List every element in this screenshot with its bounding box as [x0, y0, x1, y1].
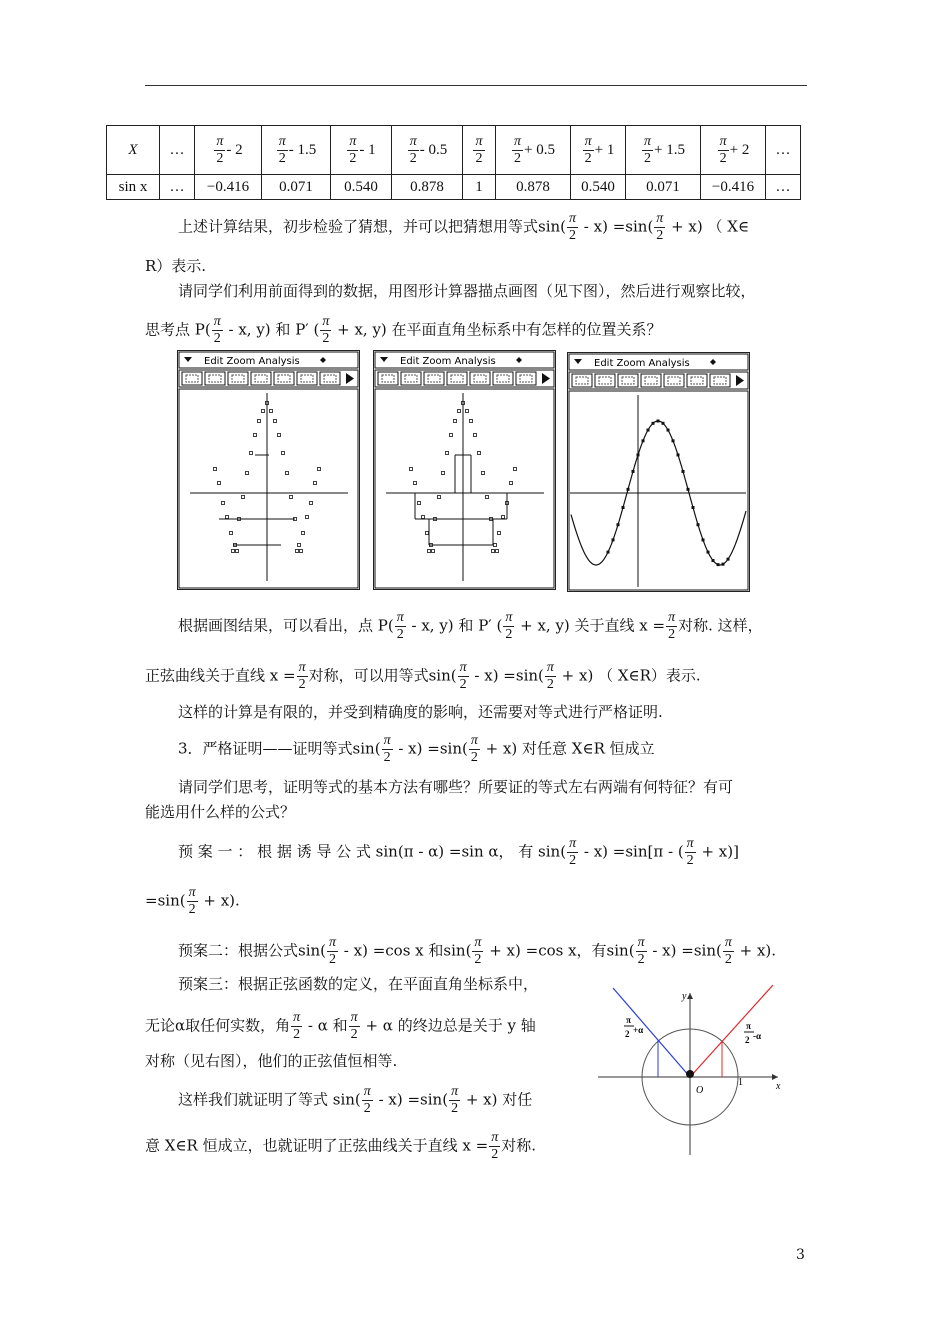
toolbar-icon [493, 372, 513, 385]
paragraph-6-cont: 能选用什么样的公式？ [145, 803, 296, 821]
paragraph-9: 预案三：根据正弦函数的定义，在平面直角坐标系中， [178, 975, 539, 993]
plot-point [657, 420, 660, 423]
calculator-screen-1 [177, 350, 360, 590]
table-cell: $\frac{\pi}{2}$ + 1.5 [626, 126, 701, 175]
plot-point [612, 538, 615, 541]
table-cell: 1 [463, 175, 496, 200]
table-cell: 0.540 [571, 175, 626, 200]
right-angle-op: -α [753, 1031, 762, 1041]
toolbar-icon [205, 372, 225, 385]
toolbar-icon [297, 372, 317, 385]
plot-point [622, 506, 625, 509]
plot-point [692, 506, 695, 509]
table-cell: … [766, 175, 801, 200]
paragraph-1: 上述计算结果，初步检验了猜想，并可以把猜想用等式sin( $\frac{\pi}{2}$ - x) =sin( $\frac{\pi}{2}$ + x) （ X∈ [178, 211, 750, 243]
calculator-screen-3 [567, 352, 750, 592]
toolbar-icon [595, 374, 615, 387]
plot-point [697, 523, 700, 526]
plot-point [617, 523, 620, 526]
toolbar-icon [274, 372, 294, 385]
table-cell: 0.878 [496, 175, 571, 200]
paragraph-5: 3．严格证明——证明等式sin( $\frac{\pi}{2}$ - x) =sin( $\frac{\pi}{2}$ + x) 对任意 X∈R 恒成立 [178, 733, 655, 765]
table-cell: 0.540 [331, 175, 392, 200]
paragraph-6: 请同学们思考，证明等式的基本方法有哪些？所要证的等式左右两端有何特征？有可 [178, 778, 734, 796]
x-label: x [776, 1081, 781, 1092]
table-cell: $\frac{\pi}{2}$ - 1 [331, 126, 392, 175]
calculator-screen-2 [373, 350, 556, 590]
plot-point [662, 422, 665, 425]
table-cell: $\frac{\pi}{2}$ + 2 [701, 126, 766, 175]
plot-point [712, 559, 715, 562]
plot-point [632, 470, 635, 473]
paragraph-9-cont: 无论α取任何实数，角 $\frac{\pi}{2}$ - α 和 $\frac{\pi}{2}$ + α 的终边总是关于 y 轴 [145, 1010, 536, 1042]
plot-area [179, 389, 358, 588]
plot-point [707, 551, 710, 554]
right-angle-den: 2 [745, 1035, 750, 1045]
paragraph-10: 这样我们就证明了等式 sin( $\frac{\pi}{2}$ - x) =sin( $\frac{\pi}{2}$ + x) 对任 [178, 1084, 533, 1116]
table-cell: $\frac{\pi}{2}$ - 2 [195, 126, 262, 175]
table-cell: −0.416 [195, 175, 262, 200]
plot-point [682, 470, 685, 473]
toolbar-icon [182, 372, 202, 385]
toolbar-icon [320, 372, 340, 385]
y-label: y [682, 991, 687, 1002]
table-cell: $\frac{\pi}{2}$ + 0.5 [496, 126, 571, 175]
table-cell: X [107, 126, 160, 175]
menu-label: Edit Zoom Analysis [400, 356, 496, 367]
plot-area [375, 389, 554, 588]
table-cell: 0.071 [262, 175, 331, 200]
table-cell: … [160, 126, 195, 175]
table-cell: −0.416 [701, 175, 766, 200]
toolbar-icon [228, 372, 248, 385]
paragraph-2-cont: 思考点 P( $\frac{\pi}{2}$ - x, y) 和 P′ ( $\frac{\pi}{2}$ + x, y) 在平面直角坐标系中有怎样的位置关系？ [145, 314, 662, 346]
unit-circle-figure [598, 985, 788, 1157]
table-cell: 0.878 [392, 175, 463, 200]
header-rule [145, 85, 807, 86]
toolbar-icon [251, 372, 271, 385]
table-cell: $\frac{\pi}{2}$ [463, 126, 496, 175]
plot-point [627, 488, 630, 491]
paragraph-7: 预 案 一 ： 根 据 诱 导 公 式 sin(π - α) =sin α， 有 sin( $\frac{\pi}{2}$ - x) =sin[π - ( $\frac{\pi}{2}$ + x)] [178, 836, 739, 868]
plot-point [717, 563, 720, 566]
plot-point [677, 453, 680, 456]
table-cell: $\frac{\pi}{2}$ - 0.5 [392, 126, 463, 175]
toolbar-icon [664, 374, 684, 387]
plot-point [687, 488, 690, 491]
table-cell: … [160, 175, 195, 200]
paragraph-2: 请同学们利用前面得到的数据，用图形计算器描点画图（见下图），然后进行观察比较， [178, 282, 756, 300]
plot-point [607, 551, 610, 554]
paragraph-9-cont2: 对称（见右图），他们的正弦值恒相等. [145, 1052, 398, 1070]
toolbar-icon [641, 374, 661, 387]
toolbar-icon [378, 372, 398, 385]
toolbar-icon [618, 374, 638, 387]
toolbar-icon [447, 372, 467, 385]
one-label: 1 [738, 1077, 743, 1088]
angle-marker [686, 1070, 694, 1078]
toolbar-icon [516, 372, 536, 385]
toolbar-icon [470, 372, 490, 385]
plot-point [727, 558, 730, 561]
toolbar-icon [401, 372, 421, 385]
paragraph-7-cont: =sin( $\frac{\pi}{2}$ + x). [145, 885, 240, 917]
plot-point [722, 563, 725, 566]
table-cell: 0.071 [626, 175, 701, 200]
table-cell: $\frac{\pi}{2}$ - 1.5 [262, 126, 331, 175]
x-axis-arrow-icon [772, 1074, 778, 1080]
value-table [106, 125, 801, 200]
paragraph-4: 这样的计算是有限的，并受到精确度的影响，还需要对等式进行严格证明. [178, 703, 663, 721]
paragraph-8: 预案二：根据公式sin( $\frac{\pi}{2}$ - x) =cos x 和sin( $\frac{\pi}{2}$ + x) =cos x，有sin( $\frac{\pi}{2}$ - x) =sin( $\frac{\pi}{2}$ + x). [178, 935, 777, 967]
left-angle-num: π [626, 1015, 631, 1025]
toolbar-icon [710, 374, 730, 387]
plot-point [647, 429, 650, 432]
paragraph-3-cont: 正弦曲线关于直线 x = $\frac{\pi}{2}$ 对称，可以用等式sin( $\frac{\pi}{2}$ - x) =sin( $\frac{\pi}{2}$ + x) （ X∈R）表示. [145, 660, 701, 692]
plot-point [652, 422, 655, 425]
plot-point [672, 439, 675, 442]
toolbar-icon [687, 374, 707, 387]
plot-point [637, 453, 640, 456]
plot-point [642, 439, 645, 442]
origin-label: O [696, 1085, 704, 1096]
toolbar-icon [424, 372, 444, 385]
table-cell: $\frac{\pi}{2}$ + 1 [571, 126, 626, 175]
page-number: 3 [796, 1247, 805, 1263]
paragraph-3: 根据画图结果，可以看出，点 P( $\frac{\pi}{2}$ - x, y) 和 P′ ( $\frac{\pi}{2}$ + x, y) 关于直线 x = $\frac{\pi}{2}$ 对称. 这样， [178, 610, 763, 642]
left-angle-den: 2 [625, 1029, 630, 1039]
left-angle-op: +α [633, 1025, 644, 1035]
paragraph-10-cont: 意 X∈R 恒成立，也就证明了正弦曲线关于直线 x = $\frac{\pi}{2}$ 对称. [145, 1130, 536, 1162]
table-cell: … [766, 126, 801, 175]
plot-point [702, 538, 705, 541]
toolbar-icon [572, 374, 592, 387]
menu-label: Edit Zoom Analysis [204, 356, 300, 367]
plot-point [667, 429, 670, 432]
right-angle-num: π [746, 1021, 751, 1031]
table-cell: sin x [107, 175, 160, 200]
paragraph-1-cont: R）表示. [145, 257, 207, 275]
y-axis-arrow-icon [687, 993, 693, 999]
menu-label: Edit Zoom Analysis [594, 358, 690, 369]
